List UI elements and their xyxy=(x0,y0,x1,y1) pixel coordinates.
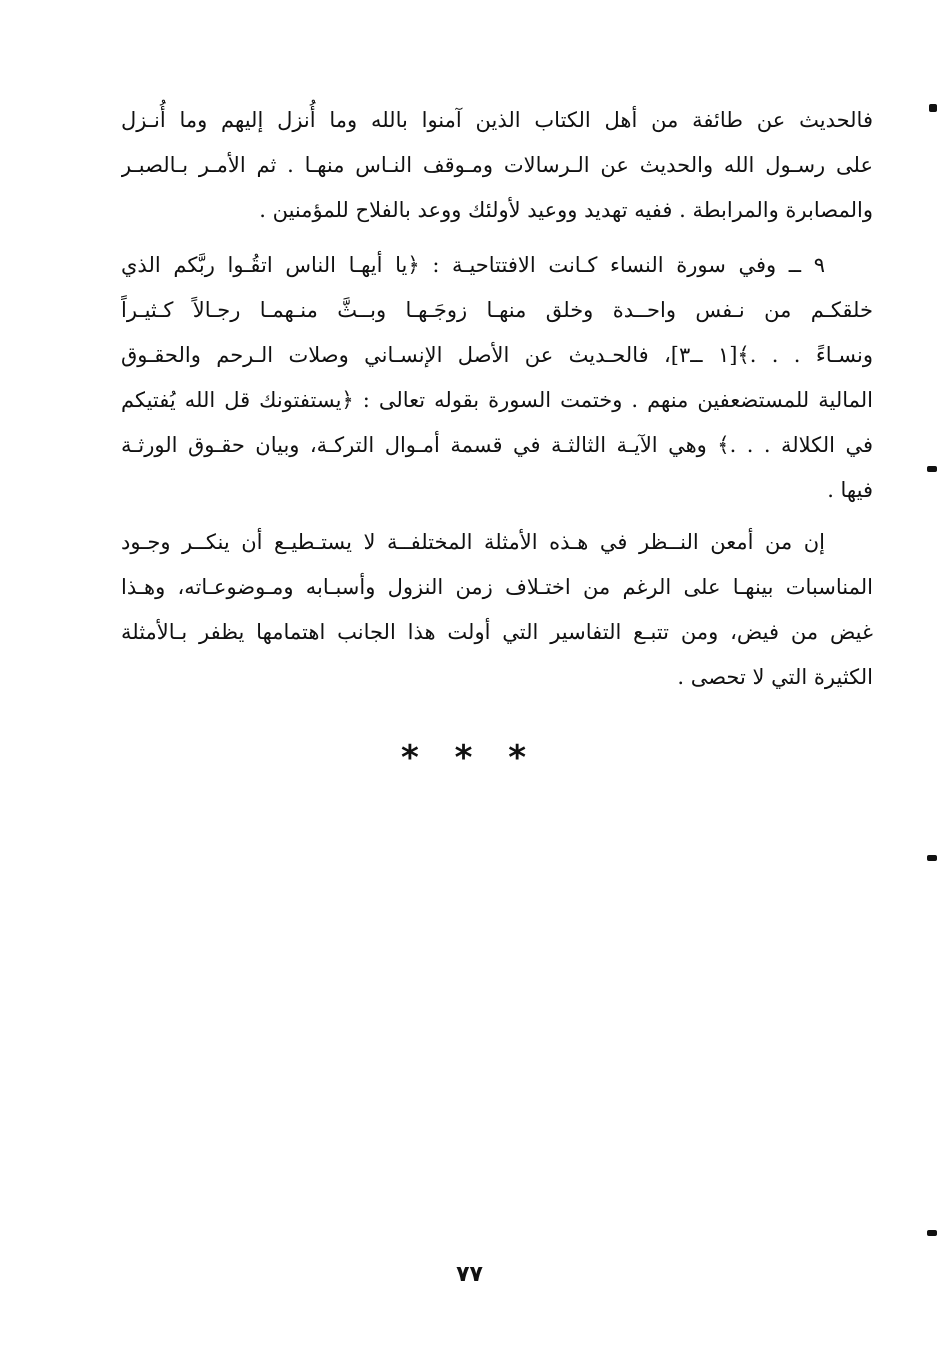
paragraph-3 xyxy=(121,520,873,700)
scan-margin-mark xyxy=(927,855,937,861)
scan-margin-mark xyxy=(929,104,937,112)
paragraph-line: إن من أمعن النــظر في هـذه الأمثلة المختلفــة لا يستـطيـع أن ينكــر وجـود xyxy=(121,530,825,554)
page-number: ٧٧ xyxy=(456,1262,483,1287)
paragraph-line: المالية للمستضعفين منهم . وختمت السورة بقوله تعالى : ﴿يستفتونك قل الله يُفتيكم xyxy=(121,388,873,412)
paragraph-line: والمصابرة والمرابطة . ففيه تهديد ووعيد لأولئك ووعد بالفلاح للمؤمنين . xyxy=(259,198,873,222)
paragraph-line: غيض من فيض، ومن تتبـع التفاسير التي أولت هذا الجانب اهتمامها يظفر بـالأمثلة xyxy=(121,620,873,644)
section-separator: * * * xyxy=(400,738,538,778)
paragraph-line: فيها . xyxy=(827,478,873,502)
scan-margin-mark xyxy=(927,1230,937,1236)
paragraph-line: في الكلالة . . .﴾ وهي الآيـة الثالثـة في قسمة أمـوال التركـة، وبيان حقـوق الورثـة xyxy=(121,433,873,457)
paragraph-line: ونسـاءً . . .﴾[١ ــ٣]، فالحـديث عن الأصل الإنسـاني وصلات الـرحم والحقـوق xyxy=(121,343,873,367)
paragraph-line: ٩ ــ وفي سورة النساء كـانت الافتتاحيـة : ﴿يا أيهـا الناس اتقُـوا ربَّكم الذي xyxy=(121,253,825,277)
scan-margin-mark xyxy=(927,466,937,472)
paragraph-line: الكثيرة التي لا تحصى . xyxy=(677,665,873,689)
paragraph-line: فالحديث عن طائفة من أهل الكتاب الذين آمنوا بالله وما أُنزل إليهم وما أُنـزل xyxy=(121,108,873,132)
paragraph-2 xyxy=(121,243,873,513)
paragraph-1 xyxy=(121,98,873,233)
paragraph-line: المناسبات بينهـا على الرغم من اختـلاف زمن النزول وأسبـابه ومـوضوعـاته، وهـذا xyxy=(121,575,873,599)
paragraph-line: خلقكـم من نـفس واحــدة وخلق منهـا زوجَـهـا وبــثَّ منـهمـا رجـالاً كـثيـراً xyxy=(121,298,873,322)
paragraph-line: على رسـول الله والحديث عن الـرسالات ومـوقف النـاس منهـا . ثم الأمـر بـالصبـر xyxy=(121,153,873,177)
